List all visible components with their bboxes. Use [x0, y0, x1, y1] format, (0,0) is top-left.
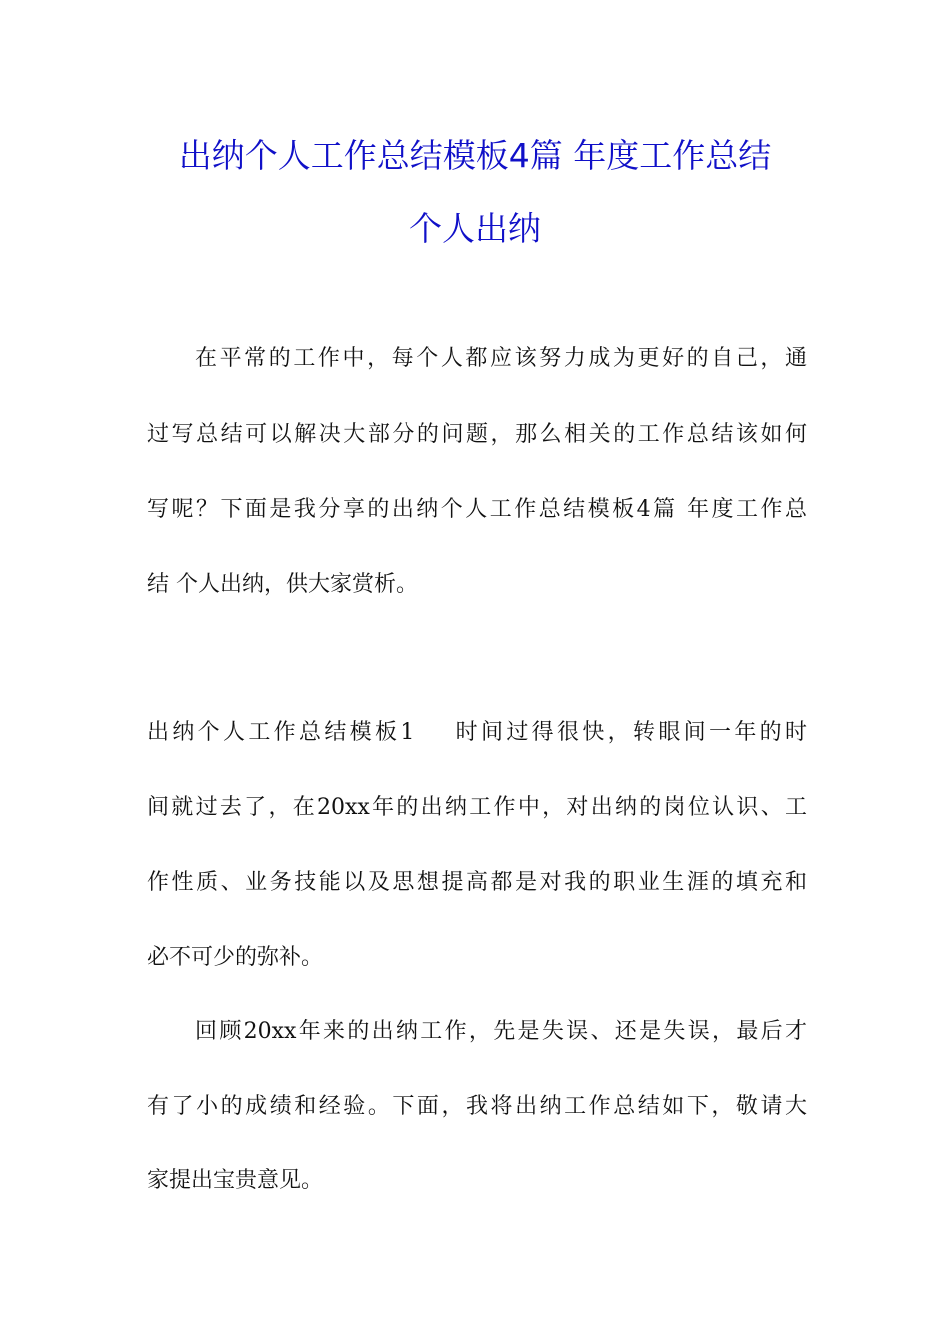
- section1-line-1: 出纳个人工作总结模板1 时间过得很快，转眼间一年的时: [147, 720, 807, 745]
- section1-line-3: 作性质、业务技能以及思想提高都是对我的职业生涯的填充和: [147, 870, 807, 895]
- section2-line-2: 有了小的成绩和经验。下面，我将出纳工作总结如下，敬请大: [147, 1094, 807, 1119]
- section2-line-1: 回顾20xx年来的出纳工作，先是失误、还是失误，最后才: [195, 1019, 807, 1044]
- intro-line-2: 过写总结可以解决大部分的问题，那么相关的工作总结该如何: [147, 422, 807, 447]
- section1-line-2: 间就过去了，在20xx年的出纳工作中，对出纳的岗位认识、工: [147, 795, 807, 820]
- document-title-line-2: 个人出纳: [409, 209, 541, 248]
- section1-line-4: 必不可少的弥补。: [147, 945, 324, 970]
- document-title-line-1: 出纳个人工作总结模板4篇 年度工作总结: [178, 136, 772, 175]
- section2-line-3: 家提出宝贵意见。: [147, 1168, 324, 1193]
- intro-line-4: 结 个人出纳，供大家赏析。: [147, 572, 418, 597]
- intro-line-3: 写呢？下面是我分享的出纳个人工作总结模板4篇 年度工作总: [147, 497, 807, 522]
- intro-line-1: 在平常的工作中，每个人都应该努力成为更好的自己，通: [195, 346, 807, 371]
